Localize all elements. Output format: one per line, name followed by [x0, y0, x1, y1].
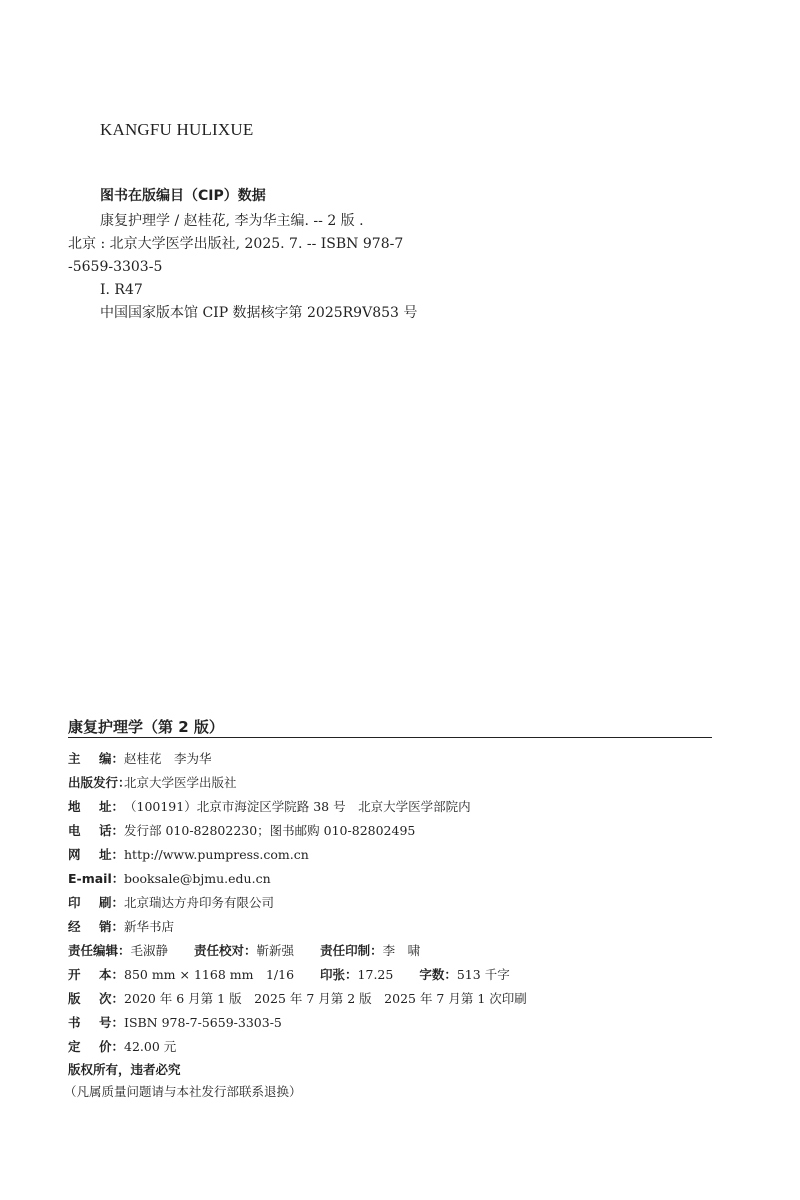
sheets-label: 印张： — [320, 967, 358, 982]
editor-value: 毛淑静 — [130, 943, 169, 958]
row-label: 印 刷： — [68, 895, 124, 910]
row-label: 主 编： — [68, 751, 124, 766]
cip-publisher-line: 北京 : 北京大学医学出版社, 2025. 7. -- ISBN 978-7 — [68, 236, 404, 252]
sheets-value: 17.25 — [357, 967, 394, 982]
colophon-row-editors — [68, 749, 212, 767]
editor-label: 责任编辑： — [68, 943, 131, 958]
rights-statement: 版权所有，违者必究 — [68, 1062, 181, 1077]
cip-title-line: 康复护理学 / 赵桂花, 李为华主编. -- 2 版 . — [100, 213, 364, 229]
row-label: 出版发行： — [68, 775, 131, 790]
colophon-row-distributor — [68, 917, 174, 935]
row-value: 赵桂花 李为华 — [124, 751, 212, 766]
row-label: 书 号： — [68, 1015, 124, 1030]
row-label: 网 址： — [68, 847, 124, 862]
colophon-row-website — [68, 845, 309, 863]
cip-heading: 图书在版编目（CIP）数据 — [100, 188, 266, 204]
cip-record-number: 中国国家版本馆 CIP 数据核字第 2025R9V853 号 — [100, 305, 418, 321]
colophon-row-edition — [68, 989, 527, 1007]
website-link[interactable]: http://www.pumpress.com.cn — [124, 847, 309, 862]
row-label: 地 址： — [68, 799, 124, 814]
word-count-label: 字数： — [419, 967, 457, 982]
row-label: 经 销： — [68, 919, 124, 934]
row-value: ISBN 978-7-5659-3303-5 — [124, 1015, 282, 1030]
row-label: 版 次： — [68, 991, 124, 1006]
row-value: （100191）北京市海淀区学院路 38 号 北京大学医学部院内 — [124, 799, 471, 814]
row-value: 发行部 010-82802230；图书邮购 010-82802495 — [124, 823, 416, 838]
colophon-row-address — [68, 797, 471, 815]
row-label: E-mail： — [68, 871, 125, 886]
colophon-divider — [68, 737, 712, 738]
cip-classification: Ⅰ. R47 — [100, 282, 143, 298]
row-label: 电 话： — [68, 823, 124, 838]
colophon-row-printer — [68, 893, 274, 911]
colophon-row-email — [68, 869, 271, 887]
row-value: 2020 年 6 月第 1 版 2025 年 7 月第 2 版 2025 年 7 月第 1 次印刷 — [124, 991, 527, 1006]
colophon-title: 康复护理学（第 2 版） — [68, 718, 224, 736]
return-notice: （凡属质量问题请与本社发行部联系退换） — [64, 1084, 302, 1099]
format-value: 850 mm × 1168 mm 1/16 — [124, 967, 295, 982]
print-manager-value: 李 啸 — [382, 943, 421, 958]
row-value: 新华书店 — [124, 919, 175, 934]
print-manager-label: 责任印制： — [320, 943, 383, 958]
row-value: 北京大学医学出版社 — [124, 775, 237, 790]
row-value: 42.00 元 — [124, 1039, 177, 1054]
cip-isbn-continuation: -5659-3303-5 — [68, 259, 163, 275]
colophon-row-isbn — [68, 1013, 282, 1031]
row-label: 开 本： — [68, 967, 124, 982]
colophon-row-publisher — [68, 773, 237, 791]
proof-value: 靳新强 — [256, 943, 295, 958]
proof-label: 责任校对： — [194, 943, 257, 958]
email-link[interactable]: booksale@bjmu.edu.cn — [124, 871, 271, 886]
pinyin-title: KANGFU HULIXUE — [100, 120, 254, 139]
colophon-row-phone — [68, 821, 415, 839]
colophon-row-staff — [68, 941, 420, 959]
colophon-row-format — [68, 965, 510, 983]
word-count-value: 513 千字 — [456, 967, 510, 982]
colophon-row-price — [68, 1037, 176, 1055]
colophon-row-rights — [68, 1060, 181, 1078]
row-value: 北京瑞达方舟印务有限公司 — [124, 895, 275, 910]
row-label: 定 价： — [68, 1039, 124, 1054]
